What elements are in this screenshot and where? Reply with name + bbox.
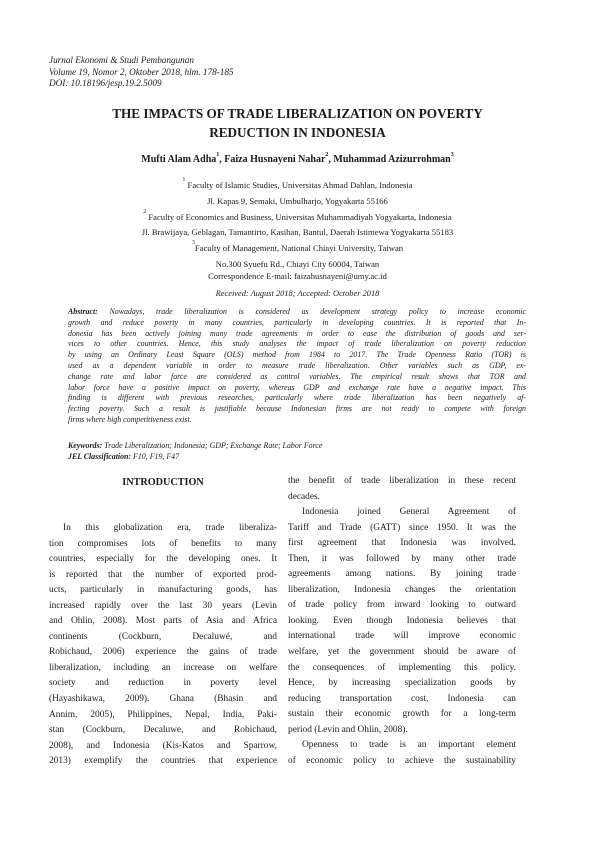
body-line: Indonesia joined General Agreement of [302, 507, 516, 518]
keywords [68, 440, 526, 451]
body-line: sustain their economic growth for a long-term [288, 709, 516, 720]
body-line: 2008), and Indonesia (Kis-Katos and Sparrow, [49, 740, 277, 751]
author-sep: , [219, 154, 225, 165]
journal-name: Jurnal Ekonomi & Studi Pembangunan [49, 55, 194, 65]
body-line: Openness to trade is an important element [302, 740, 516, 751]
author-name: Mufti Alam Adha [141, 154, 217, 165]
abstract [68, 307, 526, 426]
abstract-label: Abstract: [68, 307, 98, 316]
abstract-line: by using an Ordinary Least Square (OLS) method from 1984 to 2017. The Trade Openness Ratio (TOR) is [68, 350, 526, 360]
affiliations [60, 178, 535, 273]
body-line: Robichaud, 2006) experience the gains of trade [49, 647, 277, 658]
body-line: ucts, particularly in manufacturing goods, has [49, 585, 277, 596]
affil-text: Faculty of Management, National Chiayi University, Taiwan [194, 243, 404, 254]
body-line: the consequences of implementing this policy. [288, 662, 516, 673]
section-heading: INTRODUCTION [122, 477, 204, 488]
body-line: decades. [288, 491, 321, 502]
body-line: the benefit of trade liberalization in these recent [288, 476, 516, 486]
correspondence-email: Correspondence E-mail: faizahusnayeni@umy.ac.id [208, 271, 387, 281]
affil-mark: 2 [143, 208, 147, 215]
body-line: first agreement that Indonesia was involved. [288, 538, 516, 549]
journal-doi: DOI: 10.18196/jesp.19.2.5009 [49, 78, 162, 88]
body-line: period (Levin and Ohlin, 2008). [288, 724, 408, 735]
body-line: reducing transportation cost, Indonesia can [288, 693, 516, 704]
author-affil-mark: 1 [216, 152, 220, 158]
left-column [49, 521, 277, 770]
keywords-text: Trade Liberalization; Indonesia; GDP; Exchange Rate; Labor Force [102, 441, 323, 450]
body-line: welfare, yet the government should be aware of [288, 647, 516, 658]
affil-text: Faculty of Economics and Business, Universitas Muhammadiyah Yogyakarta, Indonesia [146, 211, 452, 222]
jel-classification [68, 451, 526, 462]
jel-label: JEL Classification: [68, 452, 132, 461]
body-line: and Ohlin, 2008). Most parts of Asia and Africa [49, 616, 277, 627]
title-line: THE IMPACTS OF TRADE LIBERALIZATION ON POVERTY [112, 106, 483, 121]
body-line: agreements among nations. By joining trade [288, 569, 516, 580]
body-line: countries, especially for the developing ones. It [49, 554, 277, 565]
body-line: Tariff and Trade (GATT) since 1950. It was the [288, 522, 516, 533]
author-affil-mark: 2 [325, 152, 329, 158]
body-line: of economic policy to achieve the sustainability [288, 755, 516, 766]
body-line: international trade will improve economic [288, 631, 516, 642]
title-line: REDUCTION IN INDONESIA [209, 124, 386, 140]
affiliation-line [60, 210, 535, 226]
body-line: liberalization, Indonesia changes the orientation [288, 584, 516, 595]
body-line: society and reduction in poverty level [49, 678, 277, 689]
paper-title [60, 105, 535, 142]
body-line: Annim, 2005), Philippines, Nepal, India, Paki- [49, 709, 277, 720]
body-line: tion compromises lots of benefits to many [49, 538, 277, 549]
body-line: Then, it was followed by many other trade [288, 553, 516, 564]
abstract-line: finding is different with previous researches, particularly where trade liberalization has been negatively af- [68, 393, 526, 403]
abstract-text: Nowadays, trade liberalization is considered as development strategy policy to increase economic [97, 307, 526, 316]
author-name: Faiza Husnayeni Nahar [224, 154, 326, 165]
affil-mark: 3 [191, 240, 195, 247]
affiliation-address: Jl. Brawijaya, Geblagan, Tamantirto, Kasihan, Bantul, Daerah Istimewa Yogyakarta 55183 [141, 227, 454, 238]
journal-volume: Volume 19, Nomor 2, Oktober 2018, hlm. 178-185 [49, 66, 234, 77]
affil-mark: 1 [182, 177, 186, 183]
jel-text: F10, F19, F47 [131, 452, 180, 461]
abstract-line: firms where high competitiveness exist. [68, 414, 192, 424]
right-column [288, 474, 516, 769]
abstract-line: used as a dependent variable in order to measure trade liberalization. Other variables such as GDP, ex- [68, 360, 526, 370]
body-line: Hence, by increasing specialization goods by [288, 678, 516, 689]
body-line: (Hayashikawa, 2009). Ghana (Bhasin and [49, 694, 277, 705]
abstract-line: growth and reduce poverty in many countries, particularly in developing countries. It is reported that In- [68, 317, 526, 327]
body-line: is reported that the number of exported prod- [49, 569, 277, 580]
body-line: of trade policy from inward looking to outward [288, 600, 516, 611]
affiliation-address: Jl. Kapas 9, Semaki, Umbulharjo, Yogyakarta 55166 [207, 195, 388, 206]
submission-dates: Received: August 2018; Accepted: October 2018 [215, 289, 380, 298]
body-line: looking. Even though Indonesia believes that [288, 615, 516, 626]
affiliation-address: No.300 Syuefu Rd., Chiayi City 60004, Taiwan [215, 258, 380, 269]
abstract-line: change rate and labor force are considered as control variables. The empirical result shows that TOR and [68, 371, 526, 381]
body-line: stan (Cockburn, Decaluwe, and Robichaud, [49, 725, 277, 736]
affiliation-line [60, 241, 535, 257]
keywords-label: Keywords: [68, 441, 103, 450]
journal-header [49, 55, 349, 90]
author-affil-mark: 3 [450, 152, 454, 158]
author-name: Muhammad Azizurrohman [333, 154, 451, 165]
body-line: liberalization, including an increase on welfare [49, 662, 277, 673]
body-line: increased rapidly over the last 30 years (Levin [49, 600, 277, 611]
affiliation-line [60, 178, 535, 194]
body-line: 2013) exemplify the countries that experience [49, 756, 277, 767]
abstract-line: vices to other countries. Hence, this study analyses the impact of trade liberalization on poverty reduction [68, 339, 526, 349]
abstract-line: labor force have a positive impact on poverty, whereas GDP and exchange rate have a negative impact. This [68, 382, 526, 392]
body-line: In this globalization era, trade liberaliza- [63, 523, 277, 533]
author-list [60, 153, 535, 166]
author-sep: , [328, 154, 334, 165]
abstract-line: donesia has been actively joining many trade agreements in order to ease the distribution of goods and ser- [68, 328, 526, 338]
abstract-line: fecting poverty. Such a result is justifiable because Indonesian firms are not ready to compete with foreign [68, 404, 526, 414]
affil-text: Faculty of Islamic Studies, Universitas Ahmad Dahlan, Indonesia [185, 180, 413, 190]
abstract-line [68, 307, 526, 318]
body-line: continents (Cockburn, Decaluwé, and [49, 631, 277, 642]
